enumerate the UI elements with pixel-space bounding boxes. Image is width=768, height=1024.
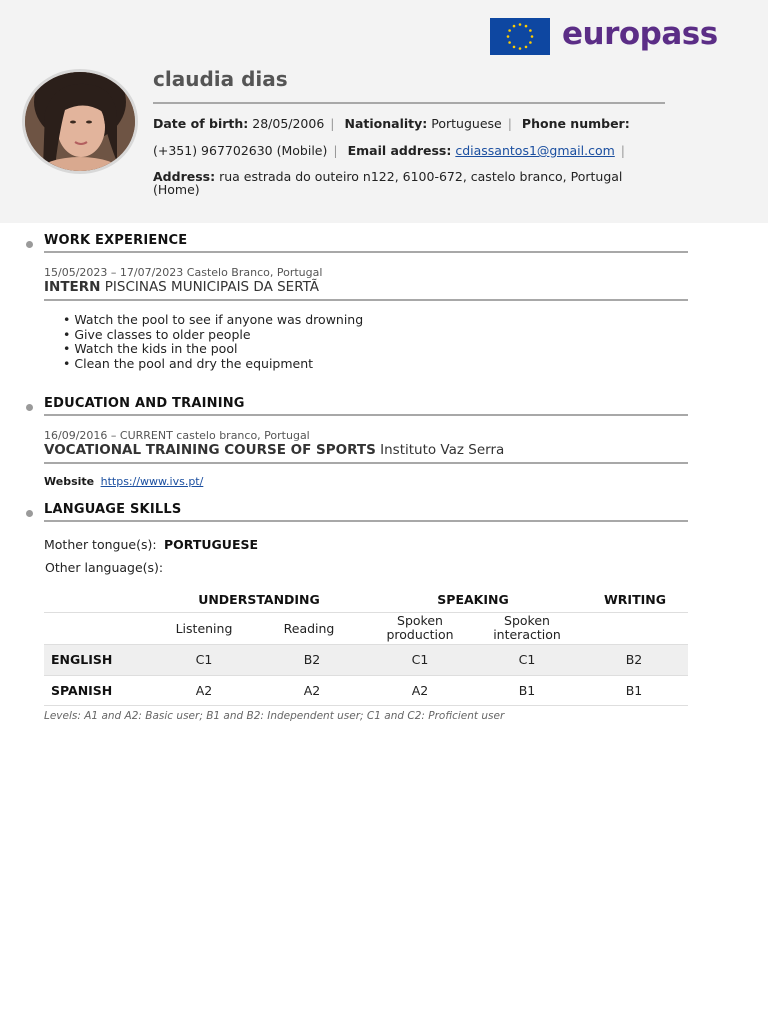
section-divider [44, 520, 688, 522]
education-title [44, 442, 504, 458]
separator: | [333, 143, 338, 158]
candidate-name: claudia dias [153, 67, 288, 91]
education-heading: EDUCATION AND TRAINING [44, 396, 245, 411]
reading-subheader: Reading [283, 621, 335, 636]
dob-value: 28/05/2006 [252, 116, 325, 131]
work-employer: PISCINAS MUNICIPAIS DA SERTÃ [104, 279, 320, 295]
section-bullet [26, 241, 33, 248]
language-name: SPANISH [51, 683, 113, 698]
work-title [44, 279, 319, 295]
personal-info-line-2 [153, 143, 631, 158]
work-dates: 15/05/2023 – 17/07/2023 Castelo Branco, Portugal [44, 266, 323, 279]
writing-level: B1 [625, 683, 643, 698]
separator: | [620, 143, 626, 158]
separator: | [330, 116, 335, 131]
section-divider [44, 414, 688, 416]
spoken-production-level: C1 [411, 652, 429, 667]
mother-tongue-value: PORTUGUESE [164, 537, 259, 552]
writing-level: B2 [625, 652, 643, 667]
personal-info-line-1 [153, 116, 630, 131]
spoken-production-subheader: Spoken production [386, 613, 454, 642]
language-name: ENGLISH [51, 652, 113, 667]
speaking-header: SPEAKING [437, 592, 509, 607]
section-divider [44, 251, 688, 253]
list-item: • Watch the kids in the pool [63, 342, 363, 357]
avatar [22, 69, 138, 174]
other-languages-label: Other language(s): [45, 560, 164, 575]
phone-value: (+351) 967702630 (Mobile) [153, 143, 328, 158]
name-divider [153, 102, 665, 104]
list-item: • Clean the pool and dry the equipment [63, 357, 363, 372]
listening-level: A2 [195, 683, 213, 698]
cv-header [0, 0, 768, 223]
website-label: Website [44, 475, 95, 488]
spoken-interaction-subheader: Spoken interaction [493, 613, 561, 642]
nationality-value: Portuguese [431, 116, 502, 131]
spoken-production-level: A2 [411, 683, 429, 698]
entry-divider [44, 299, 688, 301]
spoken-interaction-level: B1 [518, 683, 536, 698]
listening-level: C1 [195, 652, 213, 667]
phone-label: Phone number: [521, 116, 630, 131]
address-line [153, 170, 623, 196]
course-name: VOCATIONAL TRAINING COURSE OF SPORTS [44, 442, 376, 458]
table-divider [44, 705, 688, 706]
nationality-label: Nationality: [344, 116, 428, 131]
table-row [44, 676, 688, 705]
work-role: INTERN [44, 279, 101, 295]
dob-label: Date of birth: [153, 116, 249, 131]
separator: | [507, 116, 512, 131]
reading-level: A2 [303, 683, 321, 698]
writing-header: WRITING [604, 592, 666, 607]
work-duties-list [63, 313, 363, 371]
list-item: • Watch the pool to see if anyone was drowning [63, 313, 363, 328]
list-item: • Give classes to older people [63, 328, 363, 343]
listening-subheader: Listening [175, 621, 233, 636]
address-label: Address: [153, 169, 216, 184]
mother-tongue-label: Mother tongue(s): [44, 537, 157, 552]
section-bullet [26, 404, 33, 411]
table-divider [44, 612, 688, 613]
language-skills-heading: LANGUAGE SKILLS [44, 502, 182, 517]
europass-logo: europass [562, 16, 718, 52]
website-row [44, 475, 203, 488]
education-dates: 16/09/2016 – CURRENT castelo branco, Portugal [44, 429, 310, 442]
email-label: Email address: [347, 143, 452, 158]
understanding-header: UNDERSTANDING [198, 592, 320, 607]
levels-note: Levels: A1 and A2: Basic user; B1 and B2: Independent user; C1 and C2: Proficient user [44, 710, 505, 722]
institution-name: Instituto Vaz Serra [380, 442, 505, 458]
entry-divider [44, 462, 688, 464]
website-link[interactable]: https://www.ivs.pt/ [100, 475, 204, 488]
spoken-interaction-level: C1 [518, 652, 536, 667]
section-bullet [26, 510, 33, 517]
email-link[interactable]: cdiassantos1@gmail.com [455, 143, 615, 158]
eu-flag-icon [490, 18, 550, 55]
address-value: rua estrada do outeiro n122, 6100-672, castelo branco, Portugal (Home) [153, 169, 623, 197]
work-experience-heading: WORK EXPERIENCE [44, 233, 188, 248]
reading-level: B2 [303, 652, 321, 667]
table-row [44, 645, 688, 675]
